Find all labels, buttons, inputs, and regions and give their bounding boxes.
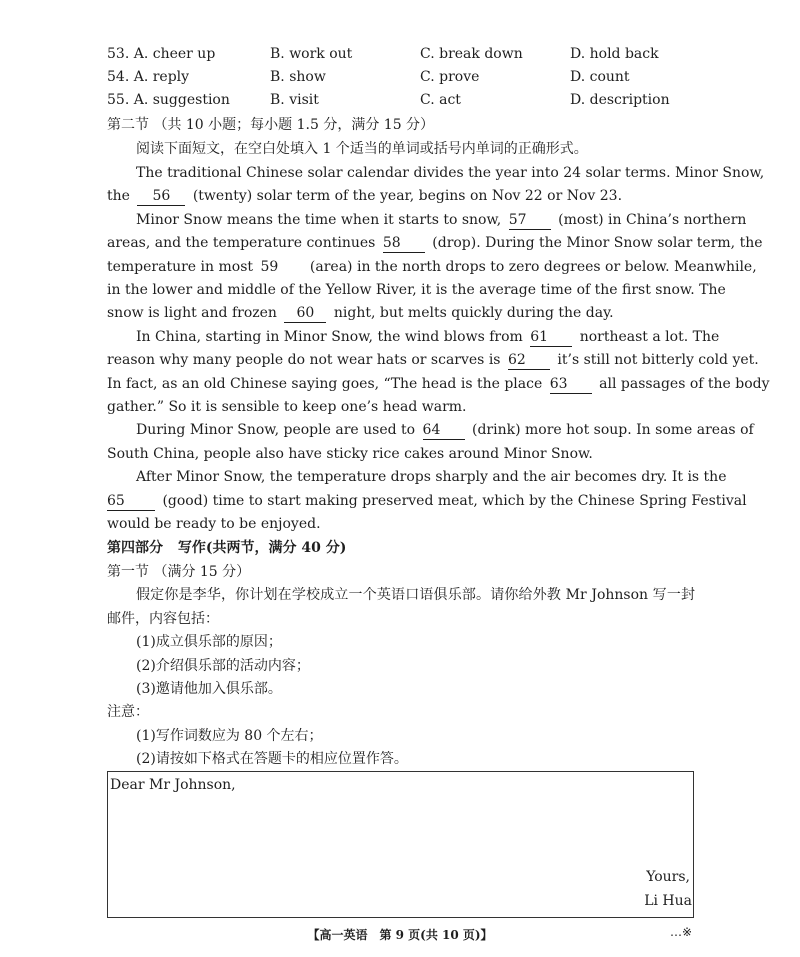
passage-line bbox=[107, 185, 695, 207]
blank-56: 56 bbox=[137, 187, 185, 206]
text-run: (area) in the north drops to zero degrees or below. Meanwhile, bbox=[309, 259, 757, 275]
content-item: (1)成立俱乐部的原因； bbox=[136, 634, 282, 650]
option-c: C. break down bbox=[420, 46, 523, 62]
option-a: 55. A. suggestion bbox=[107, 92, 230, 108]
text-run: snow is light and frozen bbox=[107, 305, 277, 321]
note-item: (1)写作词数应为 80 个左右； bbox=[136, 728, 323, 744]
notes-label: 注意： bbox=[107, 704, 149, 720]
letter-signature: Li Hua bbox=[644, 893, 692, 909]
blank-60: 60 bbox=[284, 304, 326, 323]
content-item: (3)邀请他加入俱乐部。 bbox=[136, 681, 282, 697]
passage-line bbox=[107, 232, 763, 254]
content-item: (2)介绍俱乐部的活动内容； bbox=[136, 658, 310, 674]
sec1-title: 第一节 bbox=[107, 564, 149, 580]
passage-line bbox=[107, 349, 759, 371]
option-row-54 bbox=[107, 69, 707, 91]
text-run: (good) time to start making preserved meat, which by the Chinese Spring Festival bbox=[162, 493, 747, 509]
text-run: it’s still not bitterly cold yet. bbox=[557, 352, 759, 368]
text-run: (most) in China’s northern bbox=[558, 212, 747, 228]
blank-64: 64 bbox=[423, 421, 465, 440]
passage-line: After Minor Snow, the temperature drops sharply and the air becomes dry. It is the bbox=[136, 469, 727, 485]
blank-57: 57 bbox=[509, 211, 551, 230]
letter-closing: Yours, bbox=[646, 869, 690, 885]
text-run: the bbox=[107, 188, 130, 204]
blank-61: 61 bbox=[530, 328, 572, 347]
writing-prompt: 邮件，内容包括： bbox=[107, 611, 219, 627]
section2-title: 第二节 bbox=[107, 117, 149, 133]
passage-line: South China, people also have sticky rice cakes around Minor Snow. bbox=[107, 446, 593, 462]
part4-heading bbox=[107, 537, 346, 559]
part4-heading-text: 写作(共两节，满分 40 分) bbox=[177, 540, 347, 556]
option-d: D. description bbox=[570, 92, 670, 108]
text-run: night, but melts quickly during the day. bbox=[333, 305, 614, 321]
letter-salutation: Dear Mr Johnson, bbox=[110, 777, 236, 793]
option-b: B. show bbox=[270, 69, 326, 85]
passage-line: would be ready to be enjoyed. bbox=[107, 516, 321, 532]
blank-58: 58 bbox=[383, 234, 425, 253]
text-run: (drop). During the Minor Snow solar term, the bbox=[432, 235, 763, 251]
text-run: temperature in most bbox=[107, 259, 254, 275]
note-item: (2)请按如下格式在答题卡的相应位置作答。 bbox=[136, 751, 408, 767]
option-row-53 bbox=[107, 46, 707, 68]
text-run: In fact, as an old Chinese saying goes, “The head is the place bbox=[107, 376, 543, 392]
text-run: reason why many people do not wear hats or scarves is bbox=[107, 352, 501, 368]
section2-heading bbox=[107, 114, 434, 136]
text-run: (drink) more hot soup. In some areas of bbox=[471, 422, 754, 438]
text-run: northeast a lot. The bbox=[579, 329, 720, 345]
option-c: C. act bbox=[420, 92, 461, 108]
part4-sec1-heading bbox=[107, 561, 250, 583]
section2-info: （共 10 小题；每小题 1.5 分，满分 15 分） bbox=[153, 117, 435, 133]
passage-line: in the lower and middle of the Yellow River, it is the average time of the first snow. The bbox=[107, 282, 726, 298]
option-row-55 bbox=[107, 92, 707, 114]
passage-line: gather.” So it is sensible to keep one’s head warm. bbox=[107, 399, 467, 415]
option-d: D. count bbox=[570, 69, 630, 85]
section2-instruction: 阅读下面短文，在空白处填入 1 个适当的单词或括号内单词的正确形式。 bbox=[136, 141, 588, 157]
text-run: Minor Snow means the time when it starts to snow, bbox=[136, 212, 502, 228]
blank-63: 63 bbox=[550, 375, 592, 394]
option-b: B. work out bbox=[270, 46, 353, 62]
option-a: 53. A. cheer up bbox=[107, 46, 216, 62]
passage-line bbox=[107, 256, 757, 278]
passage-line bbox=[107, 373, 770, 395]
passage-line bbox=[107, 302, 695, 324]
text-run: In China, starting in Minor Snow, the wind blows from bbox=[136, 329, 523, 345]
corner-mark: …※ bbox=[669, 925, 692, 939]
passage-line: The traditional Chinese solar calendar divides the year into 24 solar terms. Minor Snow, bbox=[136, 165, 765, 181]
option-d: D. hold back bbox=[570, 46, 659, 62]
text-run: areas, and the temperature continues bbox=[107, 235, 376, 251]
text-run: all passages of the body bbox=[599, 376, 770, 392]
page-footer: 【高一英语 第 9 页(共 10 页)】 bbox=[307, 928, 493, 942]
passage-line bbox=[107, 490, 747, 512]
blank-62: 62 bbox=[508, 351, 550, 370]
text-run: (twenty) solar term of the year, begins on Nov 22 or Nov 23. bbox=[192, 188, 623, 204]
passage-line bbox=[136, 326, 720, 348]
writing-prompt: 假定你是李华，你计划在学校成立一个英语口语俱乐部。请你给外教 Mr Johnson 写一封 bbox=[136, 587, 695, 603]
blank-65: 65 bbox=[107, 492, 155, 511]
passage-line bbox=[136, 209, 747, 231]
passage-line bbox=[136, 419, 754, 441]
blank-59: 59 bbox=[260, 259, 279, 275]
option-b: B. visit bbox=[270, 92, 319, 108]
text-run: During Minor Snow, people are used to bbox=[136, 422, 416, 438]
option-c: C. prove bbox=[420, 69, 480, 85]
part4-title: 第四部分 bbox=[107, 540, 163, 556]
option-a: 54. A. reply bbox=[107, 69, 190, 85]
sec1-info: （满分 15 分） bbox=[153, 564, 251, 580]
